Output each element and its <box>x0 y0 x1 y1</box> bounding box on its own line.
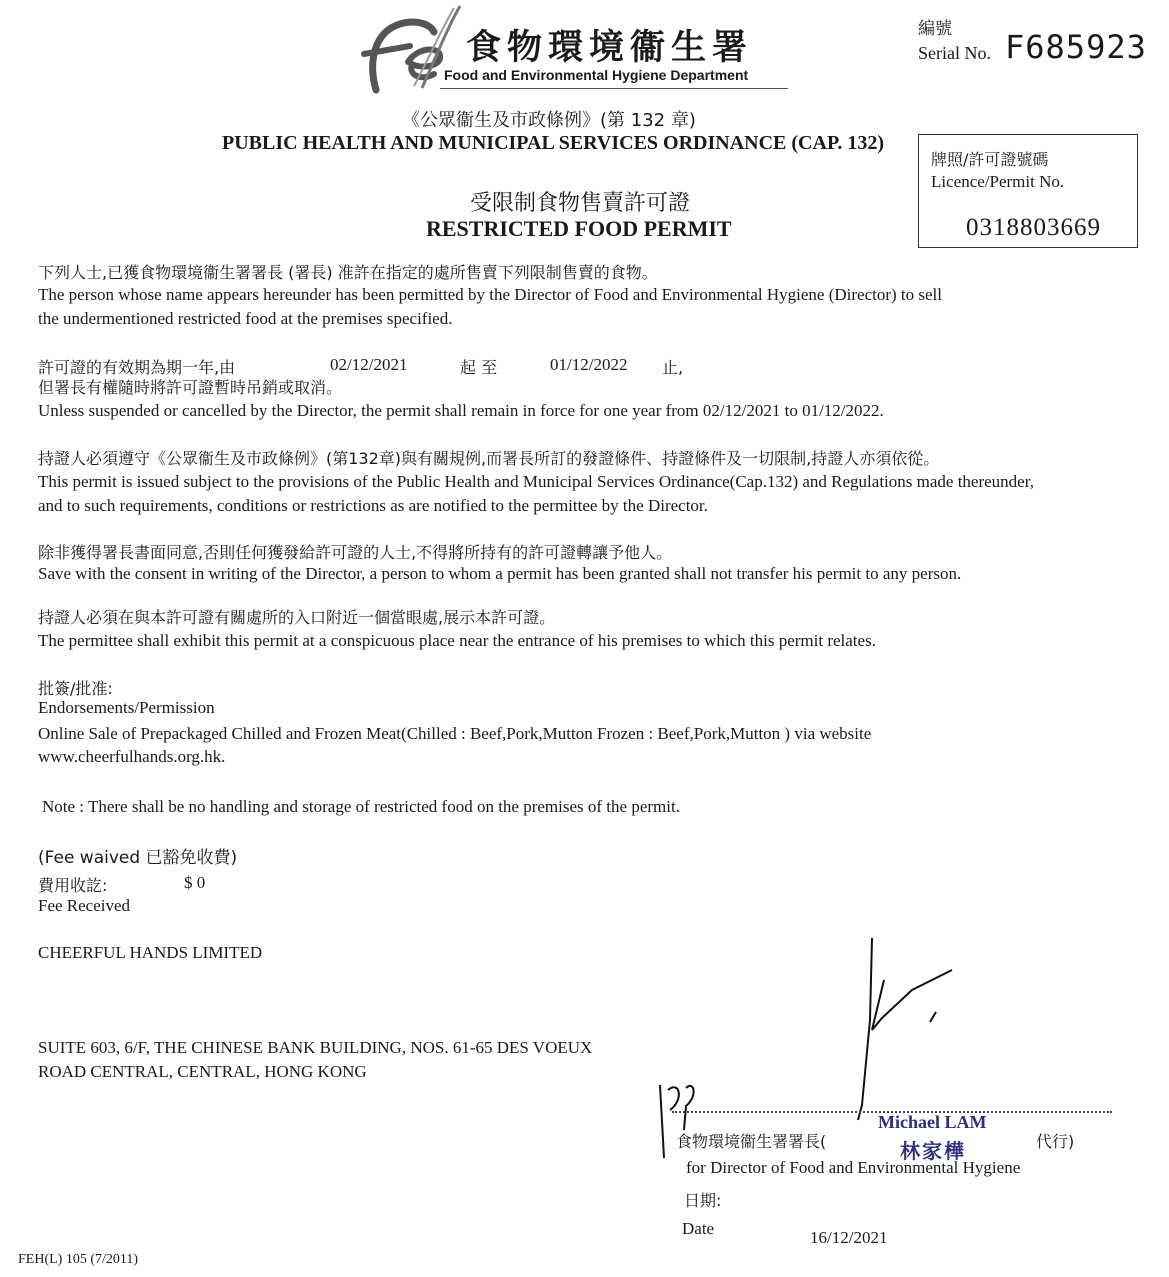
endorsements-text-line-1: Online Sale of Prepackaged Chilled and Frozen Meat(Chilled : Beef,Pork,Mutton Frozen : Beef,Pork,Mutton ) via website <box>38 724 872 743</box>
exhibit-chinese: 持證人必須在與本許可證有關處所的入口附近一個當眼處,展示本許可證。 <box>38 608 556 627</box>
validity-date-from: 02/12/2021 <box>330 355 408 374</box>
transfer-chinese: 除非獲得署長書面同意,否則任何獲發給許可證的人士,不得將所持有的許可證轉讓予他人。 <box>38 543 673 562</box>
signer-name-chinese: 林家樺 <box>900 1139 966 1163</box>
licence-number: 0318803669 <box>966 214 1101 241</box>
ordinance-title-chinese: 《公眾衞生及市政條例》(第 132 章) <box>402 110 696 131</box>
exhibit-english: The permittee shall exhibit this permit at a conspicuous place near the entrance of his premises to which this permit relates. <box>38 631 876 650</box>
fee-waived: (Fee waived 已豁免收費) <box>38 848 238 868</box>
for-director-english: for Director of Food and Environmental Hygiene <box>686 1158 1021 1177</box>
serial-label-chinese: 編號 <box>918 19 952 39</box>
fee-label-chinese: 費用收訖: <box>38 876 108 895</box>
transfer-english: Save with the consent in writing of the Director, a person to whom a permit has been granted shall not transfer his permit to any person. <box>38 564 962 583</box>
validity-date-to: 01/12/2022 <box>550 355 628 374</box>
serial-label-english: Serial No. <box>918 43 991 63</box>
header-divider <box>440 88 788 89</box>
conditions-english-line-2: and to such requirements, conditions or restrictions as are notified to the permittee by the Director. <box>38 496 708 515</box>
validity-chinese-end: 止, <box>662 358 684 377</box>
permittee-name: CHEERFUL HANDS LIMITED <box>38 943 263 962</box>
conditions-english-line-1: This permit is issued subject to the provisions of the Public Health and Municipal Services Ordinance(Cap.132) and Regulations made thereunder, <box>38 472 1034 491</box>
department-name-chinese: 食物環境衞生署 <box>466 28 754 68</box>
permittee-address-line-2: ROAD CENTRAL, CENTRAL, HONG KONG <box>38 1062 367 1081</box>
serial-number: F685923 <box>1005 28 1147 66</box>
validity-chinese-prefix: 許可證的有效期為期一年,由 <box>38 358 236 377</box>
licence-label-english: Licence/Permit No. <box>931 172 1065 191</box>
issue-date: 16/12/2021 <box>810 1228 888 1247</box>
intro-english-line-2: the undermentioned restricted food at the premises specified. <box>38 309 453 328</box>
storage-note: Note : There shall be no handling and storage of restricted food on the premises of the permit. <box>42 797 680 816</box>
conditions-chinese: 持證人必須遵守《公眾衞生及市政條例》(第132章)與有關規例,而署長所訂的發證條件、持證條件及一切限制,持證人亦須依從。 <box>38 449 940 468</box>
ordinance-title-english: PUBLIC HEALTH AND MUNICIPAL SERVICES ORDINANCE (CAP. 132) <box>222 132 884 154</box>
fee-label-english: Fee Received <box>38 896 131 915</box>
permittee-address-line-1: SUITE 603, 6/F, THE CHINESE BANK BUILDING, NOS. 61-65 DES VOEUX <box>38 1038 593 1057</box>
fee-amount: $ 0 <box>184 873 206 892</box>
endorsements-text-line-2: www.cheerfulhands.org.hk. <box>38 747 226 766</box>
intro-chinese: 下列人士,已獲食物環境衞生署署長 (署長) 准許在指定的處所售賣下列限制售賣的食物。 <box>38 263 658 282</box>
licence-label-chinese: 牌照/許可證號碼 <box>931 150 1049 169</box>
signature-line-chinese-end: 代行) <box>1036 1132 1075 1151</box>
intro-english-line-1: The person whose name appears hereunder has been permitted by the Director of Food and Environmental Hygiene (Director) to sell <box>38 285 942 304</box>
department-name-english: Food and Environmental Hygiene Department <box>444 67 749 83</box>
date-label-chinese: 日期: <box>684 1191 722 1210</box>
validity-chinese-line-2: 但署長有權隨時將許可證暫時吊銷或取消。 <box>38 378 343 397</box>
signature-line-chinese: 食物環境衞生署署長( <box>676 1132 827 1151</box>
endorsements-label-english: Endorsements/Permission <box>38 698 215 717</box>
date-label-english: Date <box>682 1219 715 1238</box>
endorsements-label-chinese: 批簽/批准: <box>38 679 113 698</box>
permit-title-english: RESTRICTED FOOD PERMIT <box>426 216 732 241</box>
signer-name-english: Michael LAM <box>878 1112 987 1132</box>
form-code: FEH(L) 105 (7/2011) <box>18 1252 139 1267</box>
validity-chinese-to: 起 至 <box>460 358 498 377</box>
validity-english: Unless suspended or cancelled by the Director, the permit shall remain in force for one year from 02/12/2021 to 01/12/2022. <box>38 401 884 420</box>
permit-title-chinese: 受限制食物售賣許可證 <box>470 191 691 216</box>
